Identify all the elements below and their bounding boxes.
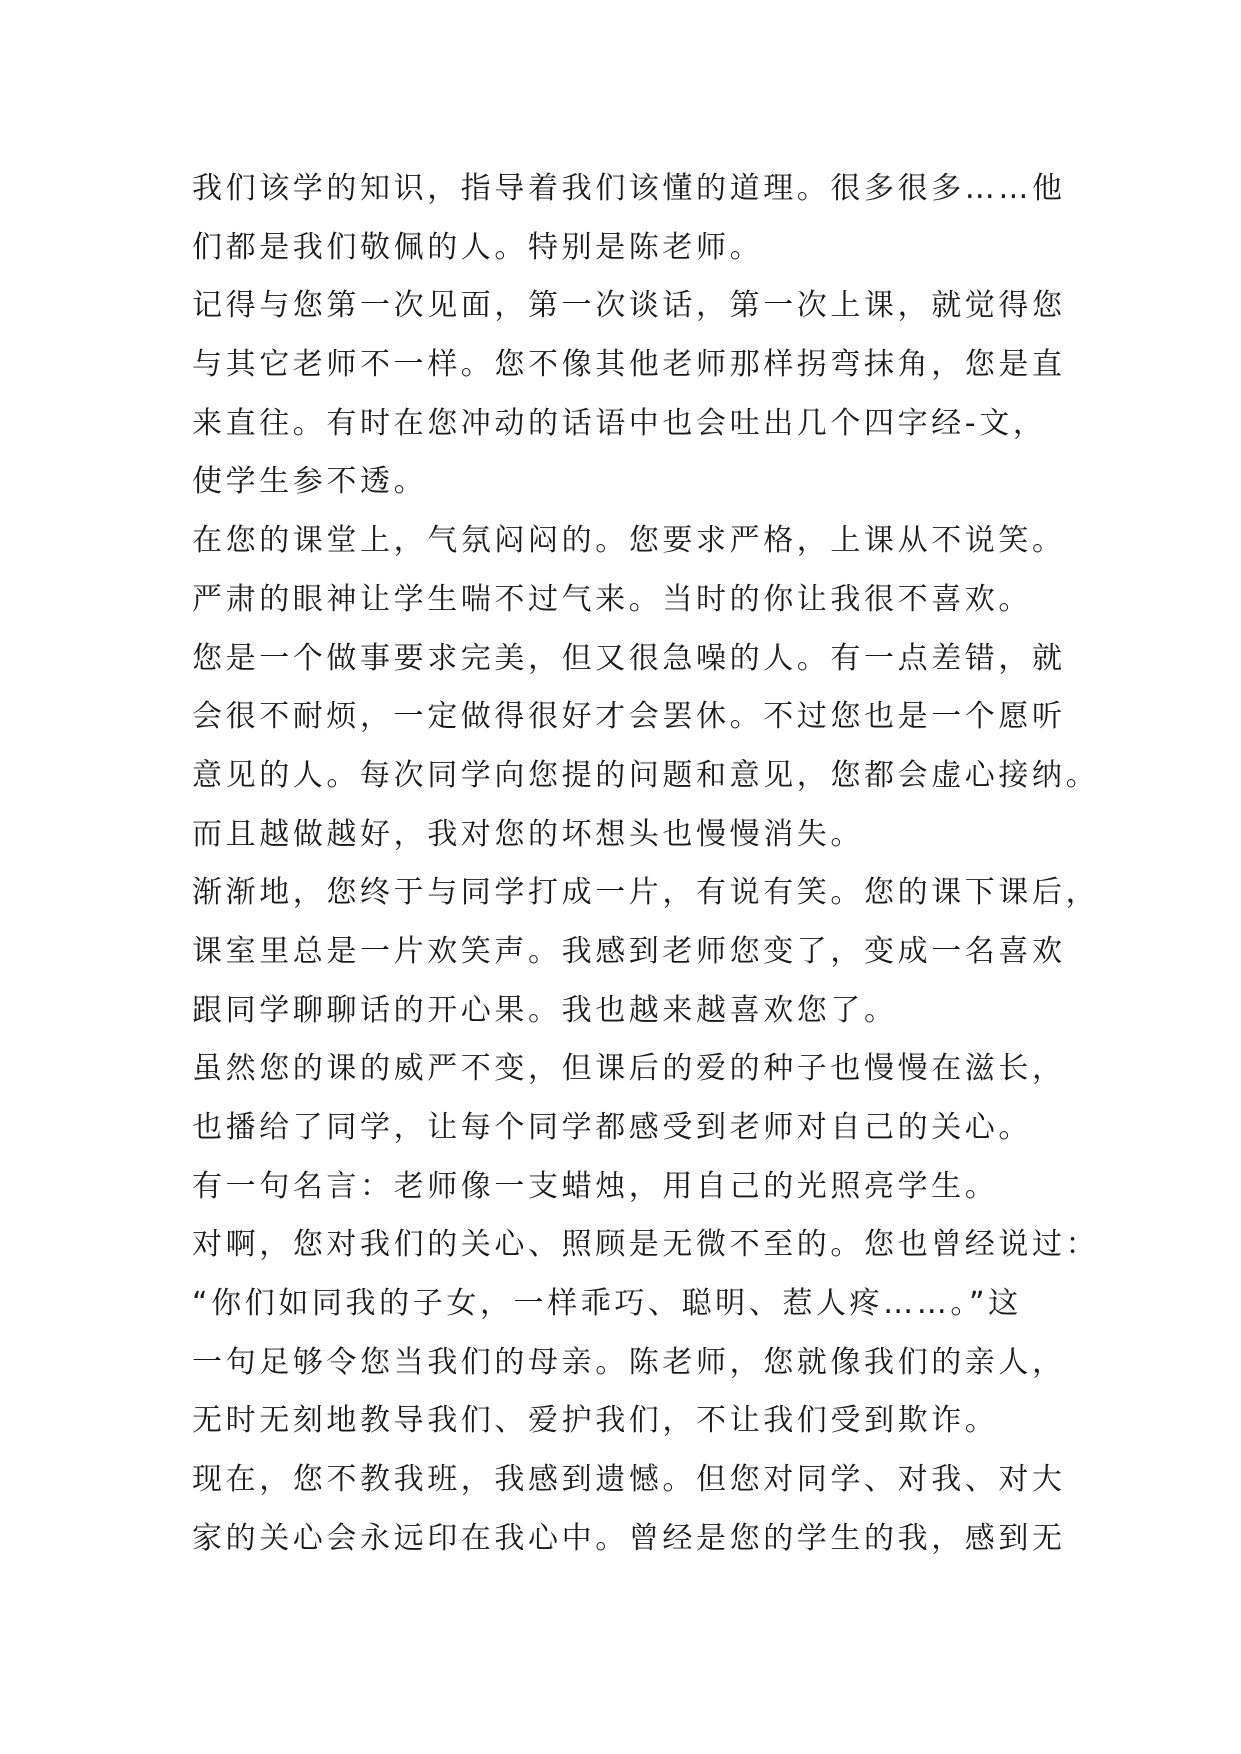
text-line: 意见的人。每次同学向您提的问题和意见，您都会虚心接纳。 [192,757,1100,793]
text-line: 您是一个做事要求完美，但又很急噪的人。有一点差错，就 [192,640,1066,676]
text-line: 家的关心会永远印在我心中。曾经是您的学生的我，感到无 [192,1520,1066,1556]
document-body [192,160,1100,1569]
text-line: 无时无刻地教导我们、爱护我们，不让我们受到欺诈。 [192,1403,999,1439]
text-line: 严肃的眼神让学生喘不过气来。当时的你让我很不喜欢。 [192,581,1032,617]
text-line: 在您的课堂上，气氛闷闷的。您要求严格，上课从不说笑。 [192,523,1066,559]
text-line: 记得与您第一次见面，第一次谈话，第一次上课，就觉得您 [192,288,1066,324]
text-line: 会很不耐烦，一定做得很好才会罢休。不过您也是一个愿听 [192,699,1066,735]
text-line: 也播给了同学，让每个同学都感受到老师对自己的关心。 [192,1110,1032,1145]
text-line: 课室里总是一片欢笑声。我感到老师您变了，变成一名喜欢 [192,933,1066,969]
text-line: 一句足够令您当我们的母亲。陈老师，您就像我们的亲人， [192,1344,1066,1380]
text-line: 而且越做越好，我对您的坏想头也慢慢消失。 [192,816,864,852]
text-line: 来直往。有时在您冲动的话语中也会吐出几个四字经-文， [192,405,1047,441]
text-line: 跟同学聊聊话的开心果。我也越来越喜欢您了。 [192,992,898,1028]
text-line: 使学生参不透。 [192,464,428,500]
text-line: 与其它老师不一样。您不像其他老师那样拐弯抹角，您是直 [192,347,1066,383]
text-line: “你们如同我的子女，一样乖巧、聪明、惹人疼……。”这 [192,1286,1022,1322]
text-line: 现在，您不教我班，我感到遗憾。但您对同学、对我、对大 [192,1462,1066,1498]
text-line: 有一句名言：老师像一支蜡烛，用自己的光照亮学生。 [192,1168,999,1204]
text-line: 对啊，您对我们的关心、照顾是无微不至的。您也曾经说过： [192,1227,1100,1263]
text-line: 们都是我们敬佩的人。特别是陈老师。 [192,229,764,265]
text-line: 渐渐地，您终于与同学打成一片，有说有笑。您的课下课后， [192,875,1100,911]
text-line: 我们该学的知识，指导着我们该懂的道理。很多很多……他 [192,171,1066,206]
text-line: 虽然您的课的威严不变，但课后的爱的种子也慢慢在滋长， [192,1051,1066,1087]
